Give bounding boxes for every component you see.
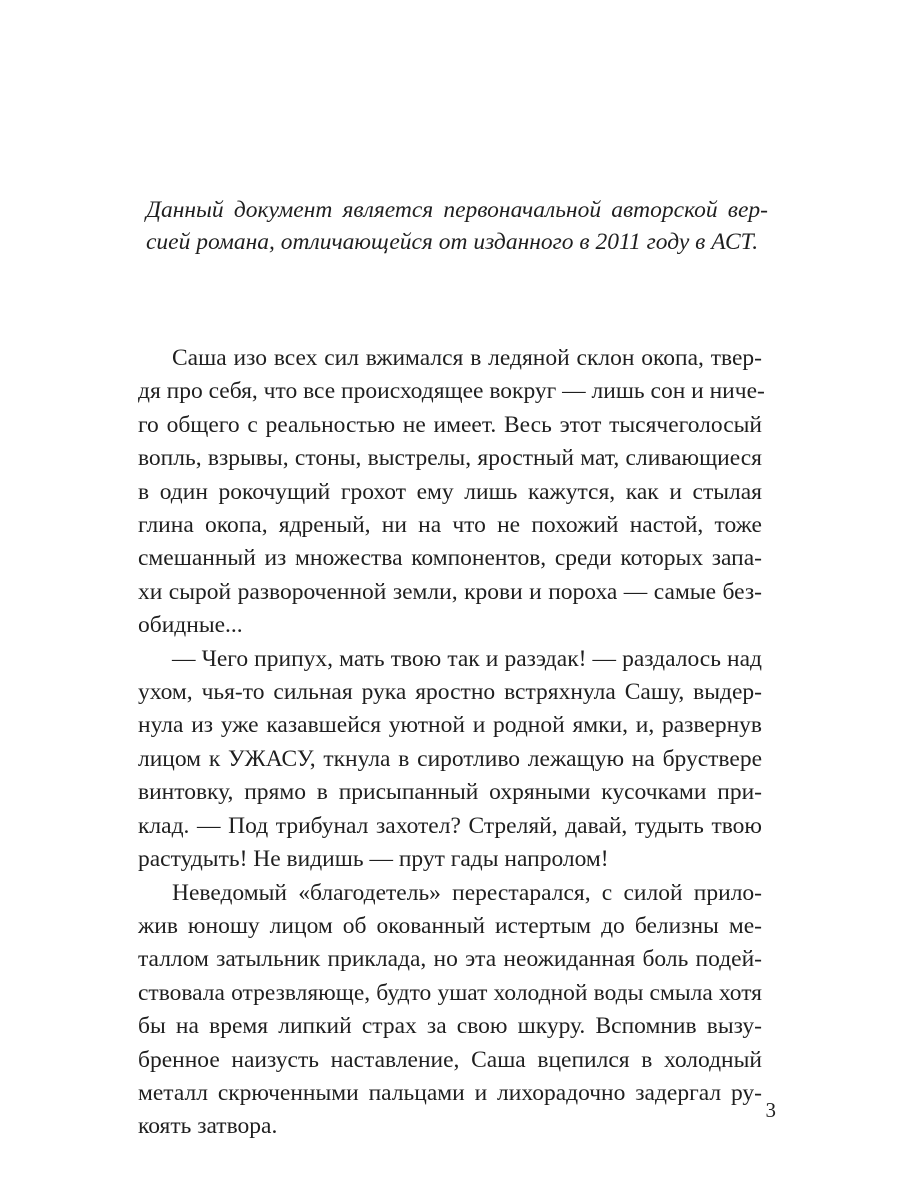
- text-line: ухом, чья-то сильная рука яростно встряхнула Сашу, выдер-: [138, 679, 762, 706]
- text-line: бренное наизусть наставление, Саша вцепился в холодный: [138, 1046, 762, 1073]
- text-line: жив юношу лицом об окованный истертым до белизны ме-: [138, 912, 762, 939]
- text-line: в один рокочущий грохот ему лишь кажутся, как и стылая: [138, 478, 762, 505]
- text-line: растудыть! Не видишь — прут гады напролом!: [138, 846, 609, 873]
- text-line: таллом затыльник приклада, но эта неожиданная боль подей-: [138, 946, 762, 973]
- text-line: — Чего припух, мать твою так и разэдак! — раздалось над: [172, 645, 762, 672]
- text-line: глина окопа, ядреный, ни на что не похожий настой, тоже: [138, 512, 762, 539]
- text-line: Неведомый «благодетель» перестарался, с силой прило-: [172, 879, 762, 906]
- text-line: обидные...: [138, 612, 243, 639]
- text-line: го общего с реальностью не имеет. Весь этот тысячеголосый: [138, 411, 762, 438]
- text-line: клад. — Под трибунал захотел? Стреляй, давай, тудыть твою: [138, 812, 762, 839]
- text-line: хи сырой развороченной земли, крови и пороха — самые без-: [138, 578, 762, 605]
- text-line: винтовку, прямо в присыпанный охряными кусочками при-: [138, 779, 762, 806]
- text-line: Саша изо всех сил вжимался в ледяной склон окопа, твер-: [172, 345, 762, 371]
- text-line: нула из уже казавшейся уютной и родной ямки, и, развернув: [138, 712, 762, 739]
- text-line: ствовала отрезвляюще, будто ушат холодной воды смыла хотя: [138, 979, 762, 1006]
- text-line: коять затвора.: [138, 1113, 278, 1140]
- page-number: 3: [765, 1098, 776, 1122]
- text-line: бы на время липкий страх за свою шкуру. Вспомнив вызу-: [138, 1013, 762, 1040]
- text-line: вопль, взрывы, стоны, выстрелы, яростный мат, сливающиеся: [138, 445, 762, 472]
- text-line: лицом к УЖАСУ, ткнула в сиротливо лежащую на бруствере: [138, 745, 762, 772]
- edition-note: [146, 194, 768, 258]
- text-line: металл скрюченными пальцами и лихорадочно задергал ру-: [138, 1079, 762, 1106]
- edition-note-line: Данный документ является первоначальной авторской вер-: [146, 197, 768, 223]
- main-text: [138, 342, 765, 1144]
- text-line: смешанный из множества компонентов, среди которых запа-: [138, 545, 762, 572]
- text-line: дя про себя, что все происходящее вокруг — лишь сон и ниче-: [138, 378, 765, 405]
- edition-note-line: сией романа, отличающейся от изданного в 2011 году в АСТ.: [146, 229, 759, 255]
